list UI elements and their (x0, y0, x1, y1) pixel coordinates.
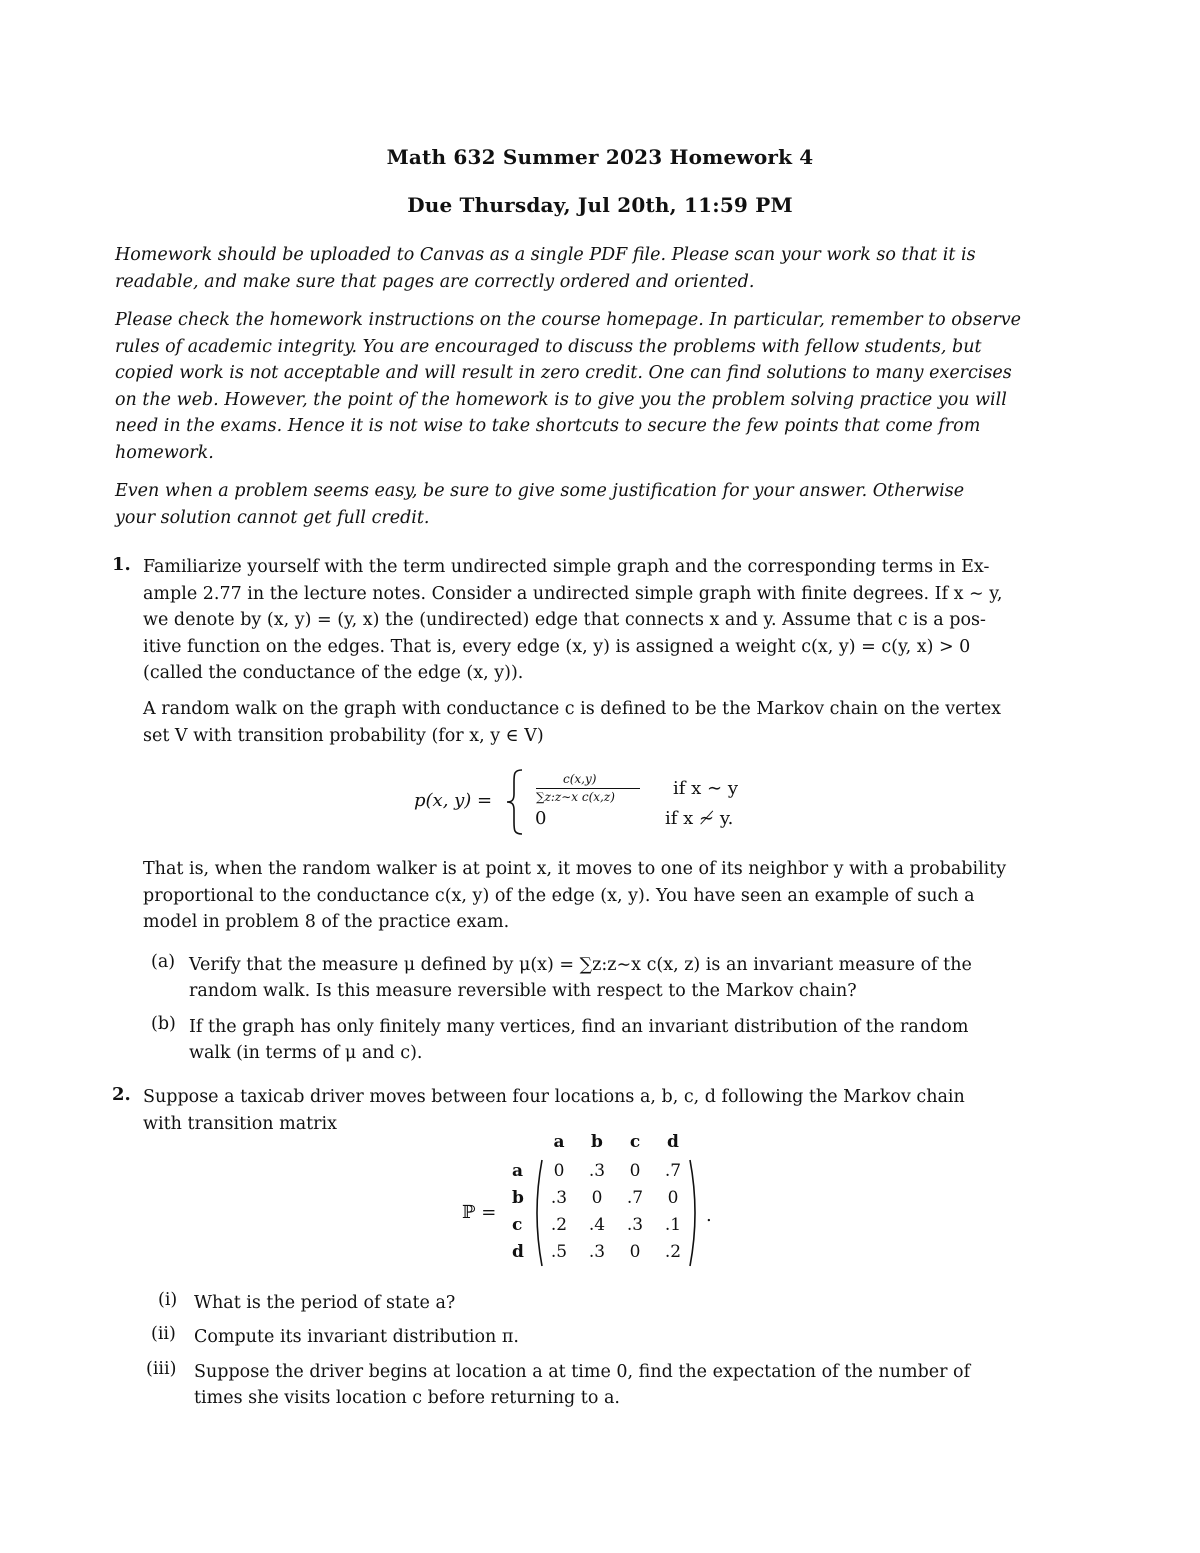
part-a-label: (a) (151, 952, 176, 972)
text-line: homework. (115, 442, 214, 463)
matrix-cell: .2 (664, 1242, 682, 1262)
text-line: model in problem 8 of the practice exam. (143, 912, 510, 932)
text-line: on the web. However, the point of the homework is to give you the problem solving practice you will (115, 389, 1007, 410)
part-b-label: (b) (151, 1014, 176, 1034)
matrix-col-header: d (667, 1132, 679, 1152)
text-line: What is the period of state a? (194, 1293, 456, 1313)
text-line: readable, and make sure that pages are correctly ordered and oriented. (115, 271, 755, 292)
matrix-col-header: c (629, 1132, 641, 1152)
text-line: set V with transition probability (for x, y ∈ V) (143, 725, 544, 746)
problem-2-intro (143, 1084, 1033, 1137)
problem-1-definition (143, 696, 1033, 749)
formula-numerator: c(x,y) (563, 772, 597, 786)
text-line: That is, when the random walker is at point x, it moves to one of its neighbor y with a probability (143, 859, 1007, 879)
matrix-cell: .1 (664, 1215, 682, 1235)
part-iii-text (194, 1359, 1033, 1411)
matrix-row-header: b (512, 1188, 524, 1208)
problem-1-explanation (143, 856, 1033, 936)
instructions-paragraph-1 (115, 242, 1033, 295)
matrix-cell: 0 (629, 1161, 641, 1181)
matrix-cell: .3 (588, 1161, 606, 1181)
matrix-cell: .7 (626, 1188, 644, 1208)
text-line: (called the conductance of the edge (x, y)). (143, 663, 524, 683)
matrix-cell: .5 (550, 1242, 568, 1262)
matrix-cell: .2 (550, 1215, 568, 1235)
instructions-paragraph-3 (115, 478, 1033, 531)
text-line: Compute its invariant distribution π. (194, 1327, 519, 1347)
matrix-cell: 0 (591, 1188, 603, 1208)
text-line: copied work is not acceptable and will result in zero credit. One can find solutions to many exercises (115, 363, 1012, 383)
formula-case-2-value: 0 (535, 808, 547, 829)
matrix-cell: .7 (664, 1161, 682, 1181)
part-ii-text (194, 1324, 1033, 1350)
formula-lhs: p(x, y) = (414, 790, 493, 811)
matrix-cell: .3 (626, 1215, 644, 1235)
text-line: walk (in terms of μ and c). (189, 1043, 423, 1063)
text-line: we denote by (x, y) = (y, x) the (undirected) edge that connects x and y. Assume that c is a pos- (143, 610, 986, 630)
text-line: Familiarize yourself with the term undirected simple graph and the corresponding terms in Ex- (143, 557, 990, 577)
due-date: Due Thursday, Jul 20th, 11:59 PM (407, 193, 793, 217)
text-line: proportional to the conductance c(x, y) of the edge (x, y). You have seen an example of such a (143, 885, 975, 906)
text-line: A random walk on the graph with conductance c is defined to be the Markov chain on the vertex (143, 699, 1002, 719)
text-line: ample 2.77 in the lecture notes. Consider a undirected simple graph with finite degrees. If x ∼ y, (143, 583, 1003, 604)
problem-2-number: 2. (112, 1084, 131, 1105)
text-line: random walk. Is this measure reversible with respect to the Markov chain? (189, 981, 857, 1001)
formula-denominator: ∑z:z∼x c(x,z) (536, 790, 615, 804)
matrix-col-header: a (553, 1132, 565, 1152)
matrix-row-header: c (512, 1215, 523, 1235)
part-i-text (194, 1290, 1033, 1316)
page-title: Math 632 Summer 2023 Homework 4 (386, 145, 814, 169)
matrix-label: ℙ = (462, 1202, 497, 1223)
text-line: Homework should be uploaded to Canvas as a single PDF file. Please scan your work so that it is (115, 245, 976, 265)
text-line: Please check the homework instructions on the course homepage. In particular, remember to observe (115, 310, 1021, 330)
matrix-trailing-period: . (706, 1205, 712, 1226)
matrix-cell: 0 (553, 1161, 565, 1181)
part-b-text (189, 1014, 1033, 1066)
text-line: times she visits location c before returning to a. (194, 1388, 620, 1408)
text-line: your solution cannot get full credit. (115, 507, 430, 528)
text-line: Suppose a taxicab driver moves between four locations a, b, c, d following the Markov chain (143, 1087, 965, 1107)
matrix-cell: 0 (667, 1188, 679, 1208)
part-i-label: (i) (158, 1290, 178, 1310)
text-line: with transition matrix (143, 1113, 338, 1134)
text-line: If the graph has only finitely many vertices, find an invariant distribution of the random (189, 1017, 969, 1037)
formula-case-1-condition: if x ∼ y (673, 778, 738, 799)
text-line: Even when a problem seems easy, be sure to give some justification for your answer. Otherwise (115, 481, 965, 501)
part-a-text (189, 952, 1033, 1004)
problem-1-number: 1. (112, 554, 131, 575)
matrix-col-header: b (591, 1132, 603, 1152)
text-line: itive function on the edges. That is, every edge (x, y) is assigned a weight c(x, y) = c(y, x) > 0 (143, 636, 971, 657)
instructions-paragraph-2 (115, 307, 1033, 466)
matrix-row-header: d (512, 1242, 524, 1262)
matrix-cell: .3 (550, 1188, 568, 1208)
part-iii-label: (iii) (146, 1359, 177, 1379)
matrix-cell: 0 (629, 1242, 641, 1262)
text-line: Suppose the driver begins at location a at time 0, find the expectation of the number of (194, 1362, 971, 1382)
text-line: rules of academic integrity. You are encouraged to discuss the problems with fellow students, but (115, 336, 982, 357)
text-line: Verify that the measure μ defined by μ(x) = ∑z:z∼x c(x, z) is an invariant measure of the (189, 955, 972, 975)
part-ii-label: (ii) (151, 1324, 176, 1344)
formula-case-2-condition: if x ≁ y. (665, 808, 734, 829)
left-brace (504, 768, 528, 836)
matrix-cell: .3 (588, 1242, 606, 1262)
matrix-row-header: a (512, 1161, 524, 1181)
fraction-bar (536, 788, 640, 789)
problem-1-intro (143, 554, 1033, 687)
matrix-cell: .4 (588, 1215, 606, 1235)
text-line: need in the exams. Hence it is not wise to take shortcuts to secure the few points that come from (115, 416, 981, 436)
